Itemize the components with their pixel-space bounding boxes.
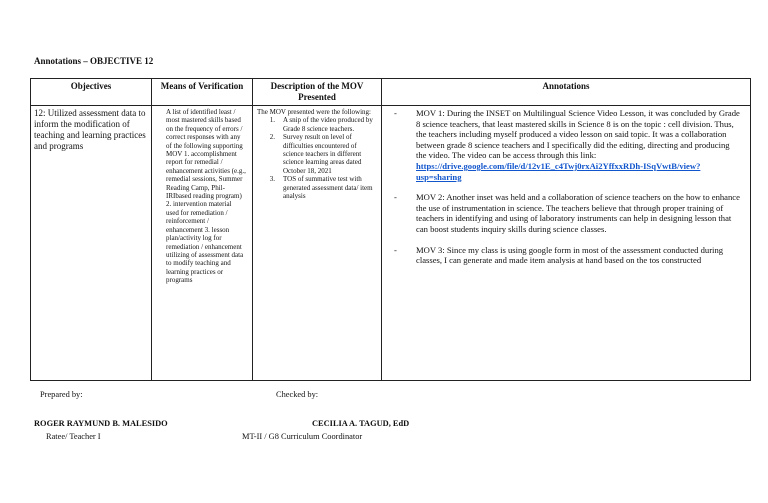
description-cell xyxy=(253,106,382,381)
header-annotations: Annotations xyxy=(382,79,751,106)
preparer-name: ROGER RAYMUND B. MALESIDO xyxy=(34,419,168,428)
header-description: Description of the MOV Presented xyxy=(253,79,382,106)
list-item: 1. A snip of the video produced by Grade 8 science teachers. xyxy=(269,116,373,133)
list-item: 2. Survey result on level of difficulties encountered of science teachers in different science learning areas dated October 18, 2021 xyxy=(269,133,362,175)
annotations-table xyxy=(30,78,751,381)
annotation-mov1: - MOV 1: During the INSET on Multilingual Science Video Lesson, it was concluded by Grade 8 science teachers, that least mastered skills in Science 8 is on the topic : cell division. Thus, the teachers including myself produced a video lesson on said topic. It was a collaboration between grade 8 science teachers and I specifically did the editing, directing and producing the video. The video can be access through this link: https://drive.google.com/file/d/12v1E_c4Twj0rxAi2YffxxRDh-ISqVwtB/view?usp=sharing xyxy=(394,108,740,182)
means-cell: A list of identified least / most mastered skills based on the frequency of errors / correct responses with any of the following supporting MOV 1. accomplishment report for remedial / enhancement activities (e.g., remedial sessions, Summer Reading Camp, Phil-IRIbased reading program) 2. intervention material used for remediation / reinforcement / enhancement 3. lesson plan/activity log for remediation / enhancement utilizing of assessment data to modify teaching and learning practices or programs xyxy=(152,106,253,381)
objective-cell: 12: Utilized assessment data to inform the modification of teaching and learning practices and programs xyxy=(31,106,152,381)
checker-name: CECILIA A. TAGUD, EdD xyxy=(312,419,410,428)
preparer-title: Ratee/ Teacher I xyxy=(46,432,101,441)
header-means-of-verification: Means of Verification xyxy=(152,79,253,106)
prepared-by-label: Prepared by: xyxy=(40,390,83,399)
annotations-cell xyxy=(382,106,751,381)
table-header-row xyxy=(31,79,751,106)
video-link[interactable]: https://drive.google.com/file/d/12v1E_c4Twj0rxAi2YffxxRDh-ISqVwtB/view?usp=sharing xyxy=(416,160,701,182)
annotation-mov3: - MOV 3: Since my class is using google form in most of the assessment conducted during classes, I can generate and made item analysis at hand based on the tos constructed xyxy=(394,244,724,266)
checked-by-label: Checked by: xyxy=(276,390,319,399)
list-item: 3. TOS of summative test with generated assessment data/ item analysis xyxy=(269,175,373,201)
header-objectives: Objectives xyxy=(31,79,152,106)
table-row xyxy=(31,106,751,381)
annotation-mov2: - MOV 2: Another inset was held and a collaboration of science teachers on the how to enhance the use of instrumentation in science. The teachers believe that through proper training of teachers in identifying and using of laboratory instruments can help in designing lesson that can boost students inquiry skills during science classes. xyxy=(394,192,740,234)
description-list xyxy=(257,116,378,200)
checker-title: MT-II / G8 Curriculum Coordinator xyxy=(242,432,363,441)
document-title: Annotations – OBJECTIVE 12 xyxy=(34,56,154,66)
description-intro: The MOV presented were the following: xyxy=(257,108,371,116)
